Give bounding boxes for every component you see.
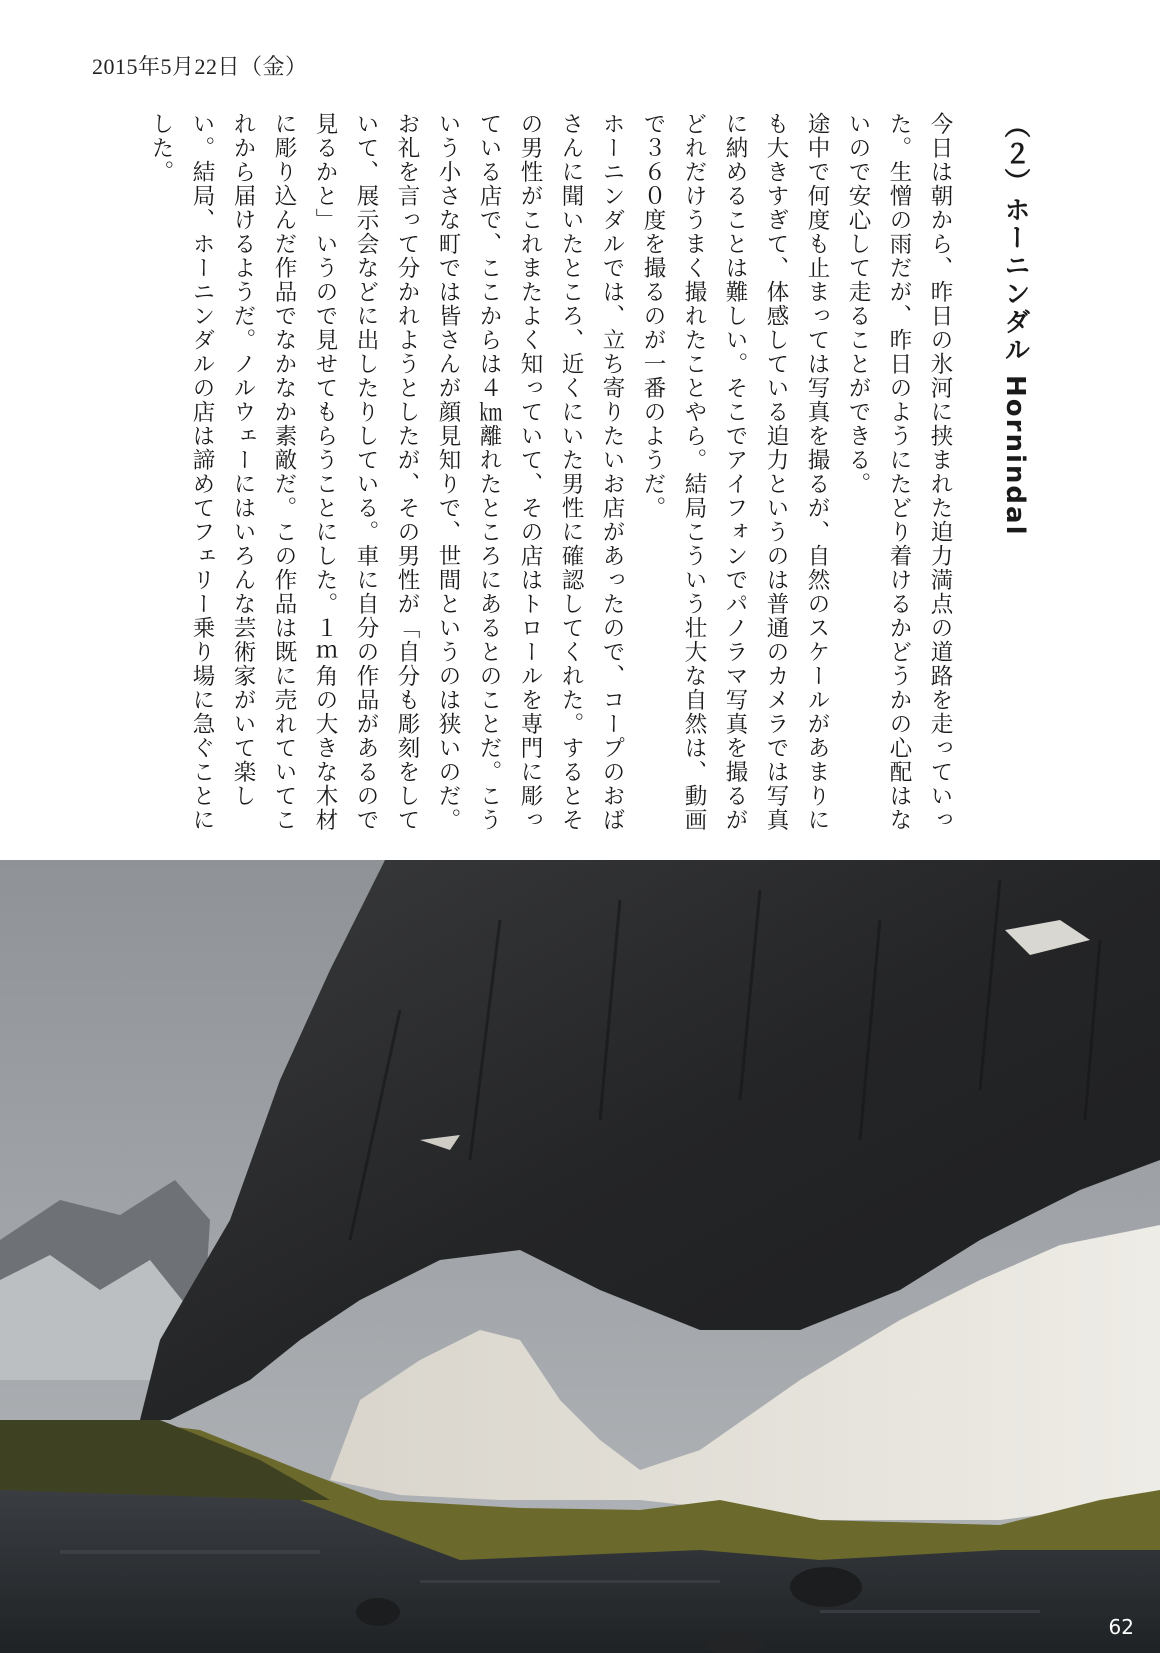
mountain-lake-illustration xyxy=(0,860,1160,1653)
page-date: 2015年5月22日（金） xyxy=(92,54,308,79)
paragraph-2: 途中で何度も止まっては写真を撮るが、自然のスケールがあまりにも大きすぎて、体感している迫力というのは普通のカメラでは写真に納めることは難しい。そこでアイフォンでパノラマ写真を撮るがどれだけうまく撮れたことやら。結局こういう壮大な自然は、動画で３６０度を撮るのが一番のようだ。 xyxy=(640,112,830,832)
paragraph-1: 今日は朝から、昨日の氷河に挟まれた迫力満点の道路を走っていった。生憎の雨だが、昨日のようにたどり着けるかどうかの心配はないので安心して走ることができる。 xyxy=(845,112,953,832)
rock xyxy=(790,1567,862,1607)
landscape-photo xyxy=(0,860,1160,1653)
article-heading: （２）ホーニンダル Hornindal xyxy=(1000,112,1030,537)
rock xyxy=(356,1598,400,1626)
article-body xyxy=(78,112,1038,852)
page-number: 62 xyxy=(1108,1615,1134,1639)
paragraph-4: お礼を言って分かれようとしたが、その男性が「自分も彫刻をしていて、展示会などに出したりしている。車に自分の作品があるので見るかと」いうので見せてもらうことにした。１ｍ角の大きな木材に彫り込んだ作品でなかなか素敵だ。この作品は既に売れていてこれから届けるようだ。ノルウェーにはいろんな芸術家がいて楽しい。結局、ホーニンダルの店は諦めてフェリー乗り場に急ぐことにした。 xyxy=(148,112,420,832)
paragraph-3: ホーニンダルでは、立ち寄りたいお店があったので、コープのおばさんに聞いたところ、近くにいた男性に確認してくれた。するとその男性がこれまたよく知っていて、その店はトロールを専門に彫っている店で、ここからは４㎞離れたところにあるとのことだ。こういう小さな町では皆さんが顔見知りで、世間というのは狭いのだ。 xyxy=(435,112,625,832)
